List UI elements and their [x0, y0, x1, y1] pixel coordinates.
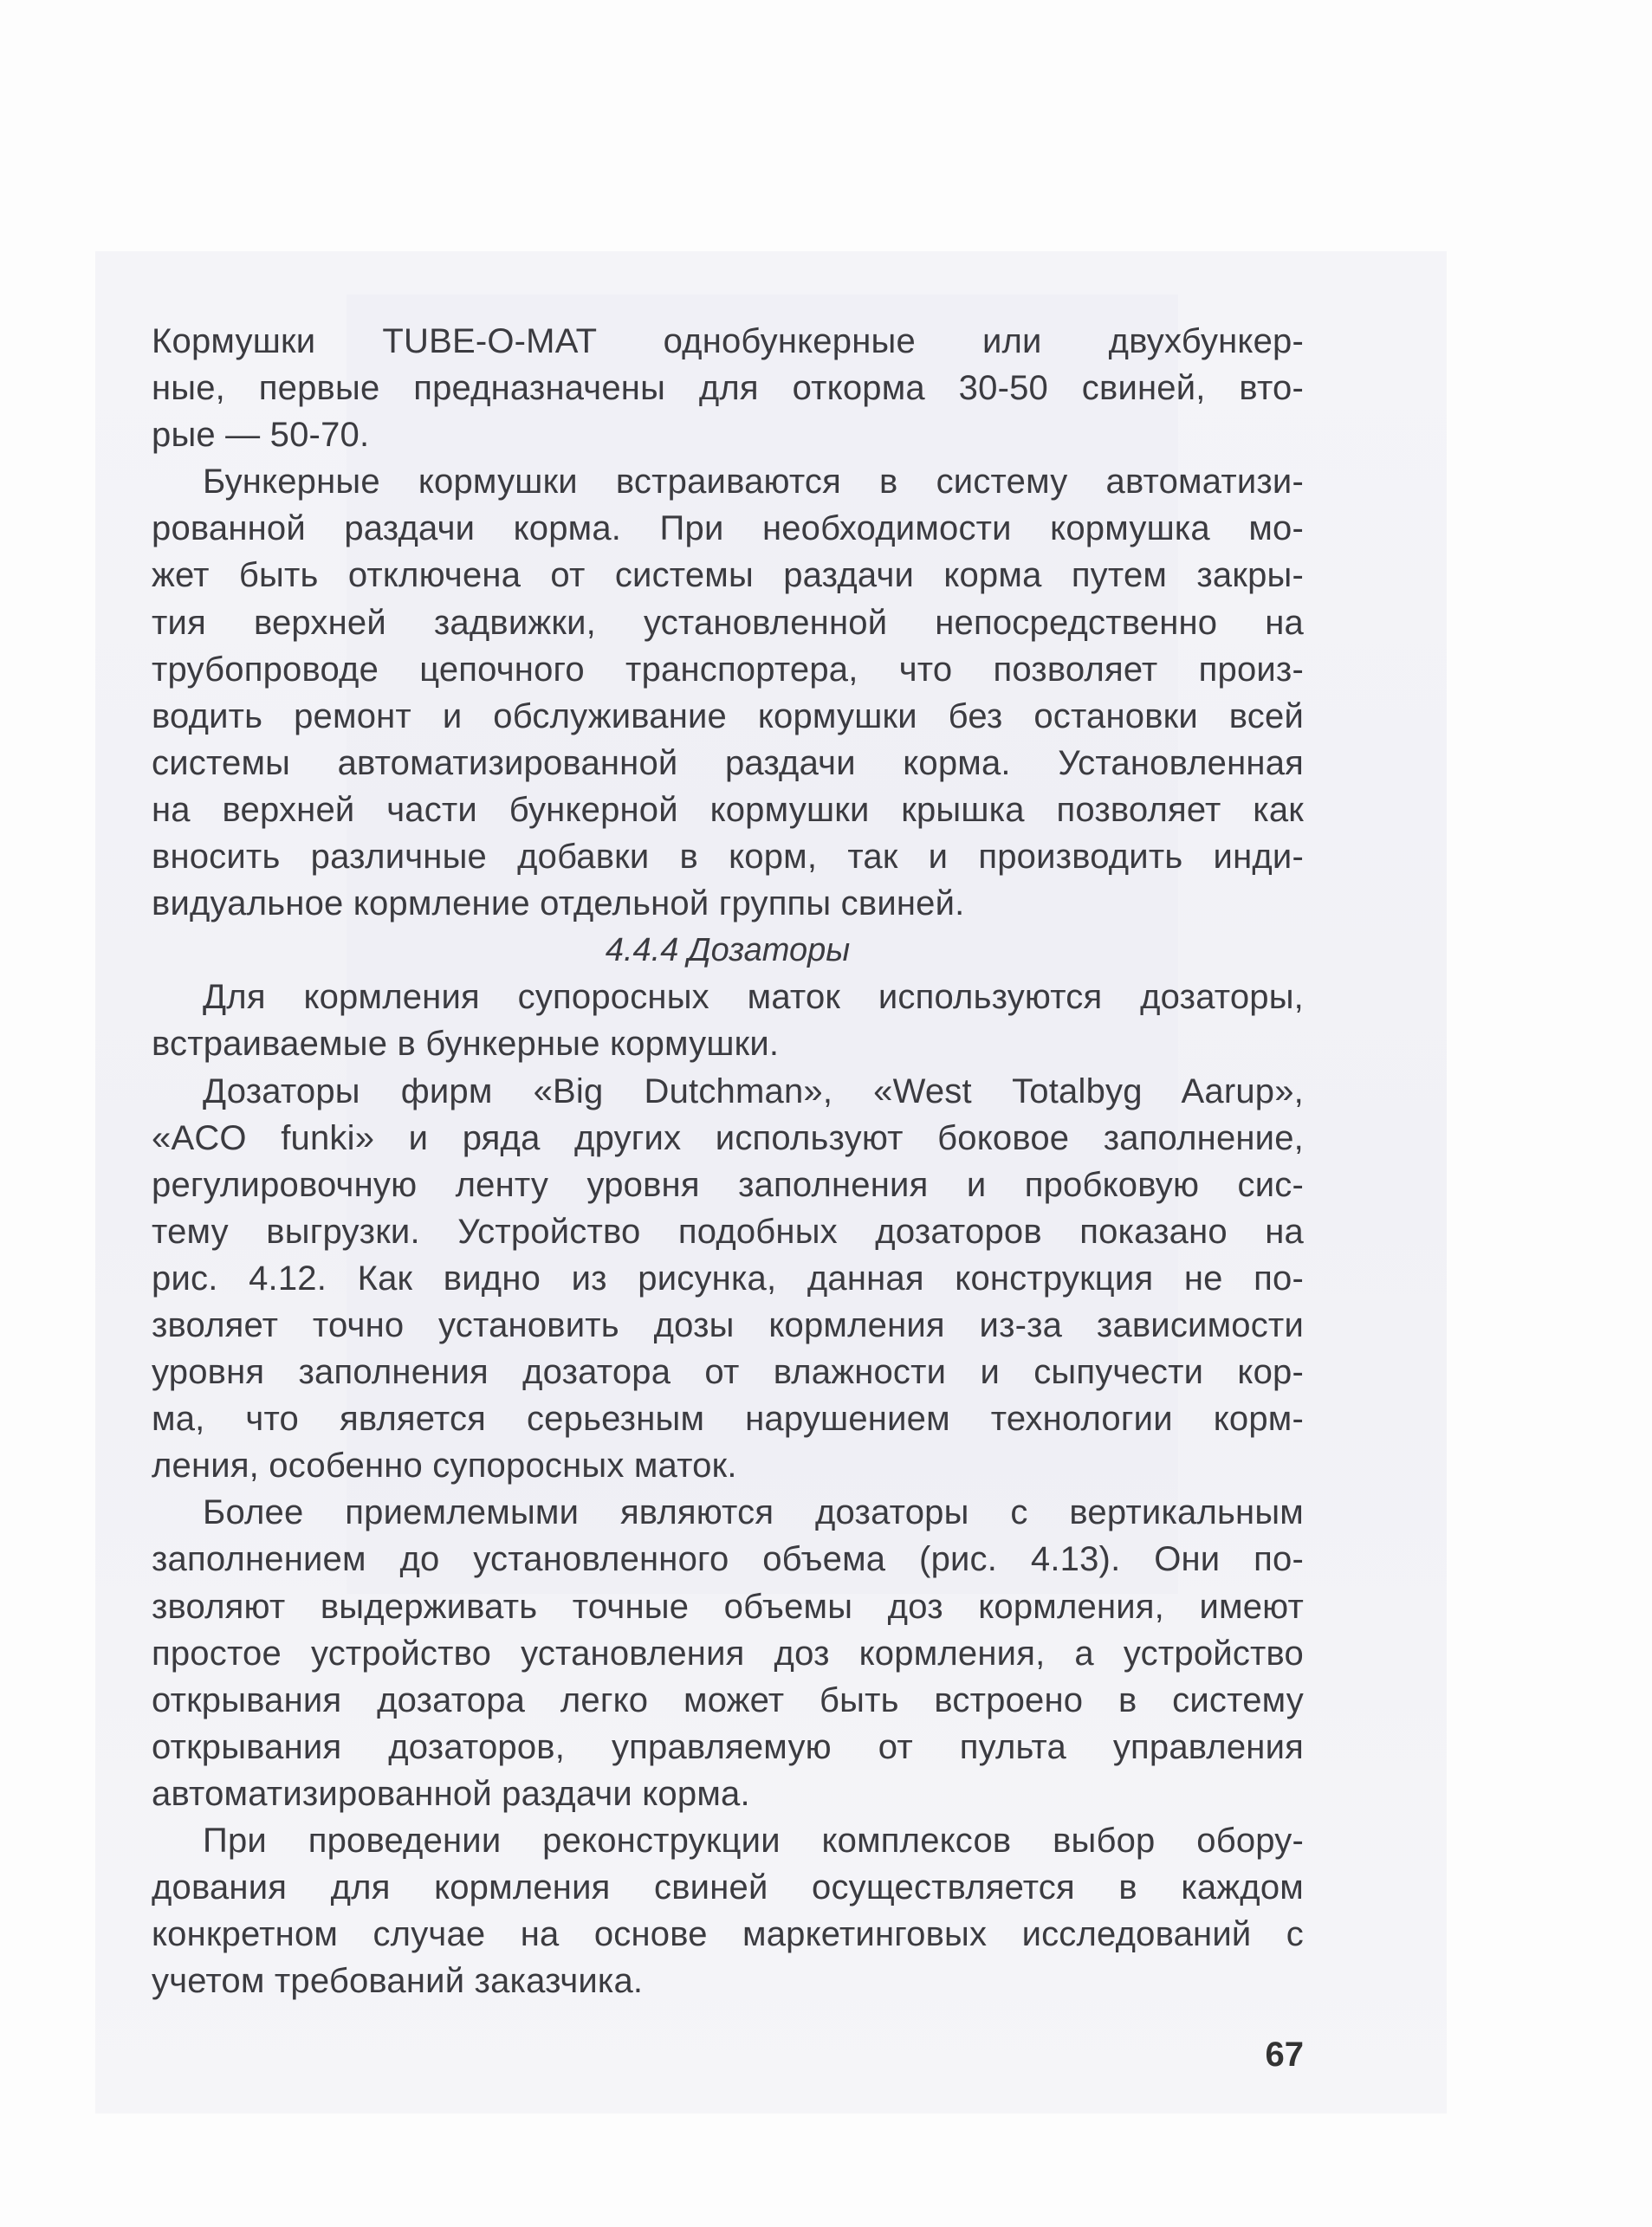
text-line: ма, что является серьезным нарушением технологии корм-	[152, 1400, 1304, 1439]
text-line: трубопроводе цепочного транспортера, что позволяет произ-	[152, 650, 1304, 689]
text-line: тия верхней задвижки, установленной непосредственно на	[152, 603, 1304, 642]
text-line: рованной раздачи корма. При необходимости кормушка мо-	[152, 509, 1304, 548]
page-body-text	[152, 318, 1304, 2004]
paragraph	[152, 1068, 1304, 1490]
text-line: системы автоматизированной раздачи корма. Установленная	[152, 743, 1304, 782]
text-line: уровня заполнения дозатора от влажности и сыпучести кор-	[152, 1353, 1304, 1392]
text-line: автоматизированной раздачи корма.	[152, 1774, 750, 1813]
text-line: Дозаторы фирм «Big Dutchman», «West Totalbyg Aarup»,	[203, 1071, 1304, 1110]
text-line: жет быть отключена от системы раздачи корма путем закры-	[152, 556, 1304, 595]
paragraph	[152, 1817, 1304, 2004]
text-line: регулировочную ленту уровня заполнения и пробковую сис-	[152, 1165, 1304, 1204]
text-line: Бункерные кормушки встраиваются в систему автоматизи-	[203, 463, 1304, 502]
text-line: на верхней части бункерной кормушки крышка позволяет как	[152, 790, 1304, 829]
text-line: заполнением до установленного объема (рис. 4.13). Они по-	[152, 1540, 1304, 1579]
section-heading	[152, 927, 1304, 974]
text-line: дования для кормления свиней осуществляется в каждом	[152, 1868, 1304, 1907]
text-line: Более приемлемыми являются дозаторы с вертикальным	[203, 1493, 1304, 1532]
text-line: зволяют выдерживать точные объемы доз кормления, имеют	[152, 1587, 1304, 1626]
paragraph	[152, 974, 1304, 1067]
text-line: конкретном случае на основе маркетинговых исследований с	[152, 1915, 1304, 1954]
text-line: рис. 4.12. Как видно из рисунка, данная конструкция не по-	[152, 1259, 1304, 1298]
paragraph	[152, 458, 1304, 927]
text-line: встраиваемые в бункерные кормушки.	[152, 1025, 780, 1064]
text-line: При проведении реконструкции комплексов выбор обору-	[203, 1822, 1304, 1860]
page-number: 67	[1265, 2036, 1304, 2074]
text-line: учетом требований заказчика.	[152, 1962, 644, 2001]
text-line: открывания дозаторов, управляемую от пульта управления	[152, 1727, 1304, 1766]
text-line: вносить различные добавки в корм, так и производить инди-	[152, 838, 1304, 877]
paragraph	[152, 1489, 1304, 1817]
text-line: открывания дозатора легко может быть встроено в систему	[152, 1680, 1304, 1719]
text-line: Кормушки TUBE-O-MAT однобункерные или двухбункер-	[152, 322, 1304, 360]
text-line: ления, особенно супоросных маток.	[152, 1447, 737, 1486]
text-line: видуальное кормление отдельной группы свиней.	[152, 884, 965, 923]
text-line: водить ремонт и обслуживание кормушки без остановки всей	[152, 696, 1304, 735]
paragraph	[152, 318, 1304, 458]
text-line: простое устройство установления доз кормления, а устройство	[152, 1634, 1304, 1673]
text-line: «ACO funki» и ряда других используют боковое заполнение,	[152, 1118, 1304, 1157]
text-line: ные, первые предназначены для откорма 30-50 свиней, вто-	[152, 369, 1304, 408]
section-heading-text: 4.4.4 Дозаторы	[605, 932, 851, 969]
text-line: зволяет точно установить дозы кормления из-за зависимости	[152, 1305, 1304, 1344]
text-line: рые — 50-70.	[152, 416, 370, 455]
text-line: тему выгрузки. Устройство подобных дозаторов показано на	[152, 1212, 1304, 1251]
text-line: Для кормления супоросных маток используются дозаторы,	[203, 978, 1304, 1017]
